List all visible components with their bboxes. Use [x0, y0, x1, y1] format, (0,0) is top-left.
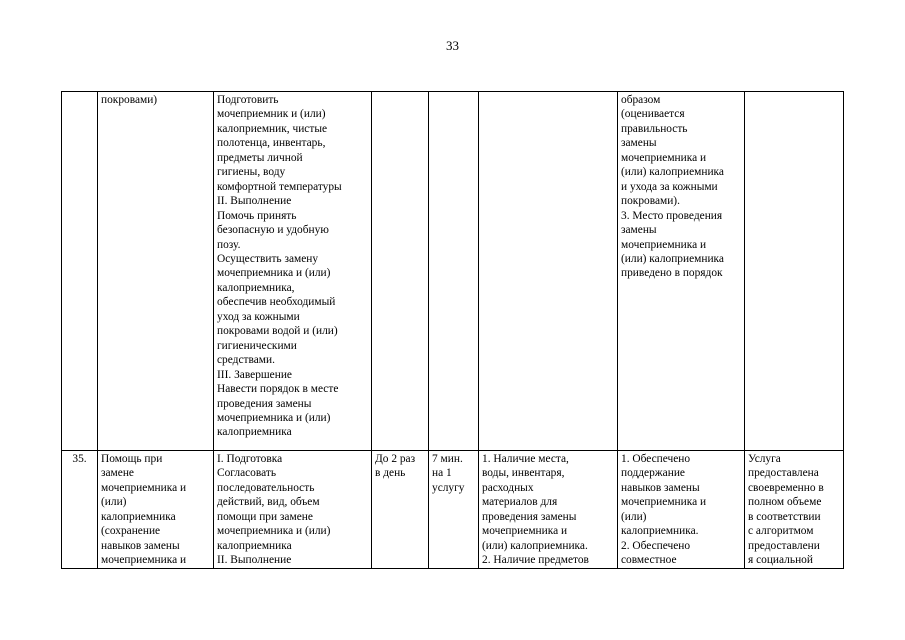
cell-line: калоприемника [217, 426, 292, 439]
cell-line: комфортной температуры [217, 180, 342, 193]
cell-line: мочеприемника и (или) [217, 411, 331, 424]
cell-line: поддержание [621, 467, 685, 480]
cell-line: с алгоритмом [748, 525, 814, 538]
cell-line: мочеприемника и [101, 554, 187, 567]
cell-line: (или) калоприемника [621, 252, 724, 265]
cell-line: покровами) [101, 94, 158, 106]
service-name-cell [98, 451, 214, 569]
cell-line: гигиеническими [217, 339, 297, 352]
frequency-cell [372, 92, 429, 451]
cell-line: замене [101, 467, 134, 480]
cell-line: До 2 раз [375, 453, 416, 465]
cell-line: в соответствии [748, 510, 821, 523]
cell-line: мочеприемника и [621, 238, 707, 251]
cell-line: навыков замены [101, 539, 180, 552]
frequency-cell [372, 451, 429, 569]
cell-line: мочеприемника и [101, 481, 187, 494]
cell-line: Подготовить [217, 94, 279, 106]
cell-line: (сохранение [101, 525, 161, 538]
cell-line: мочеприемника и (или) [217, 525, 331, 538]
cell-line: я социальной [748, 554, 813, 567]
cell-line: 7 мин. [432, 453, 463, 465]
cell-line: 2. Обеспечено [621, 539, 691, 552]
cell-line: (или) [101, 496, 127, 509]
cell-line: (или) [621, 510, 647, 523]
cell-line: и ухода за кожными [621, 180, 718, 193]
cell-line: приведено в порядок [621, 267, 723, 280]
quality-indicators-cell [618, 92, 745, 451]
cell-line: II. Выполнение [217, 554, 292, 567]
cell-line: проведения замены [482, 510, 577, 523]
cell-line: гигиены, воду [217, 166, 286, 179]
service-description-cell [214, 451, 372, 569]
cell-line: 1. Обеспечено [621, 453, 691, 465]
cell-line: мочеприемника и (или) [217, 267, 331, 280]
cell-line: полотенца, инвентарь, [217, 137, 326, 150]
cell-line: калоприемника, [217, 281, 295, 294]
duration-cell [429, 92, 479, 451]
cell-line: предметы личной [217, 151, 303, 164]
cell-line: помощи при замене [217, 510, 313, 523]
cell-line: 1. Наличие места, [482, 453, 569, 465]
cell-line: полном объеме [748, 496, 822, 509]
cell-line: безопасную и удобную [217, 224, 329, 237]
cell-line: действий, вид, объем [217, 496, 320, 509]
cell-line: образом [621, 94, 661, 106]
service-name-cell [98, 92, 214, 451]
cell-line: совместное [621, 554, 677, 567]
cell-line: материалов для [482, 496, 558, 509]
cell-line: покровами). [621, 195, 680, 208]
cell-line: покровами водой и (или) [217, 325, 338, 338]
cell-line: последовательность [217, 481, 315, 494]
service-description-cell [214, 92, 372, 451]
cell-line: предоставлена [748, 467, 819, 480]
cell-line: мочеприемник и (или) [217, 108, 326, 121]
conditions-cell [479, 451, 618, 569]
cell-line: Помощь при [101, 453, 163, 465]
cell-line: калоприемника [101, 510, 176, 523]
cell-line: 3. Место проведения [621, 209, 723, 222]
cell-line: предоставлени [748, 539, 820, 552]
cell-line: 2. Наличие предметов [482, 554, 589, 567]
duration-cell [429, 451, 479, 569]
cell-line: своевременно в [748, 481, 824, 494]
cell-line: замены [621, 137, 657, 150]
cell-line: позу. [217, 238, 241, 251]
cell-line: Согласовать [217, 467, 277, 480]
cell-line: Помочь принять [217, 209, 297, 222]
cell-line: I. Подготовка [217, 453, 283, 465]
cell-line: расходных [482, 481, 534, 494]
cell-line: воды, инвентаря, [482, 467, 565, 480]
table-row-continuation [62, 92, 844, 451]
cell-line: навыков замены [621, 481, 700, 494]
row-number-cell: 35. [62, 451, 98, 569]
cell-line: мочеприемника и [621, 151, 707, 164]
cell-line: калоприемник, чистые [217, 122, 328, 135]
cell-line: мочеприемника и [482, 525, 568, 538]
services-table [61, 91, 844, 569]
cell-line: проведения замены [217, 397, 312, 410]
cell-line: уход за кожными [217, 310, 300, 323]
cell-line: обеспечив необходимый [217, 296, 336, 309]
quality-indicators-cell [618, 451, 745, 569]
cell-line: калоприемника. [621, 525, 699, 538]
cell-line: II. Выполнение [217, 195, 292, 208]
cell-line: калоприемника [217, 539, 292, 552]
result-cell [745, 92, 844, 451]
table-row-35 [62, 451, 844, 569]
cell-line: Осуществить замену [217, 252, 319, 265]
cell-line: услугу [432, 481, 465, 494]
cell-line: (или) калоприемника [621, 166, 724, 179]
conditions-cell [479, 92, 618, 451]
cell-line: замены [621, 224, 657, 237]
page-number: 33 [446, 38, 459, 53]
cell-line: Навести порядок в месте [217, 383, 339, 396]
cell-line: в день [375, 467, 406, 480]
cell-line: мочеприемника и [621, 496, 707, 509]
cell-line: Услуга [748, 453, 781, 465]
cell-line: III. Завершение [217, 368, 292, 381]
cell-line: (оценивается [621, 108, 685, 121]
cell-line: на 1 [432, 467, 452, 480]
cell-line: (или) калоприемника. [482, 539, 588, 552]
cell-line: правильность [621, 122, 688, 135]
cell-line: средствами. [217, 354, 275, 367]
result-cell [745, 451, 844, 569]
row-number-cell [62, 92, 98, 451]
